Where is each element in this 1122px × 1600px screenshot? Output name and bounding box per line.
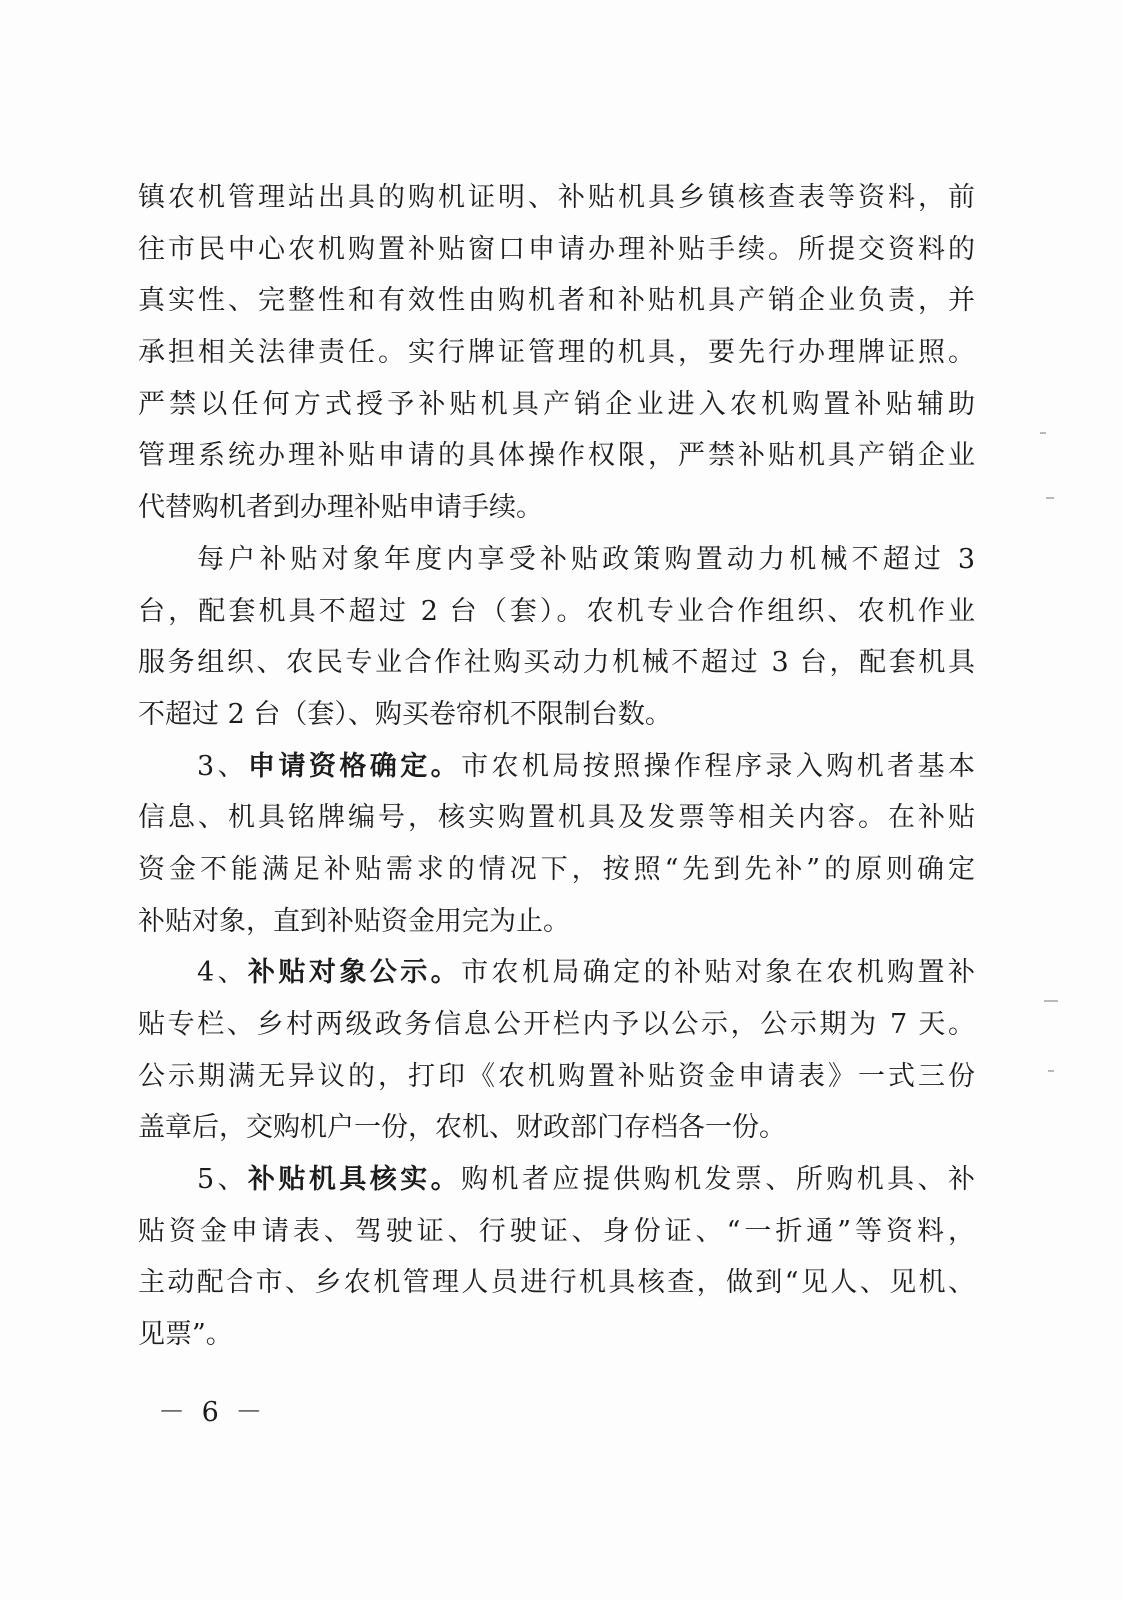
scan-speck (1046, 497, 1054, 499)
item-text: 购机者应提供购机发票、所购机具、补 (461, 1164, 975, 1196)
text-line: 贴专栏、乡村两级政务信息公开栏内予以公示，公示期为 7 天。 (138, 1009, 975, 1040)
text-line: 服务组织、农民专业合作社购买动力机械不超过 3 台，配套机具 (138, 647, 975, 679)
text-line: 管理系统办理补贴申请的具体操作权限，严禁补贴机具产销企业 (138, 440, 975, 472)
scan-speck (1048, 1070, 1054, 1072)
item-text: 市农机局按照操作程序录入购机者基本 (461, 750, 975, 782)
text-line: 台，配套机具不超过 2 台（套）。农机专业合作组织、农机作业 (138, 595, 975, 627)
text-line: 每户补贴对象年度内享受补贴政策购置动力机械不超过 3 (197, 543, 975, 575)
document-body (138, 172, 975, 1361)
text-line: 往市民中心农机购置补贴窗口申请办理补贴手续。所提交资料的 (138, 233, 975, 265)
text-line: 代替购机者到办理补贴申请手续。 (138, 492, 543, 524)
item-heading: 补贴对象公示。 (248, 957, 462, 989)
item-number: 3、 (197, 750, 249, 782)
item-first-line (138, 1154, 975, 1206)
text-line: 信息、机具铭牌编号，核实购置机具及发票等相关内容。在补贴 (138, 802, 975, 834)
item-first-line (138, 741, 975, 793)
scan-speck (1044, 1000, 1058, 1002)
item-number: 5、 (197, 1164, 249, 1196)
text-line: 补贴对象，直到补贴资金用完为止。 (138, 905, 570, 937)
text-line: 资金不能满足补贴需求的情况下，按照“先到先补”的原则确定 (138, 853, 975, 885)
text-line: 不超过 2 台（套）、购买卷帘机不限制台数。 (138, 698, 672, 730)
scan-speck (1040, 432, 1046, 434)
item-heading: 申请资格确定。 (248, 750, 462, 782)
text-line: 贴资金申请表、驾驶证、行驶证、身份证、“一折通”等资料， (138, 1215, 975, 1247)
text-line: 盖章后，交购机户一份，农机、财政部门存档各一份。 (138, 1112, 786, 1144)
text-line: 镇农机管理站出具的购机证明、补贴机具乡镇核查表等资料，前 (138, 182, 975, 213)
item-heading: 补贴机具核实。 (248, 1164, 462, 1196)
text-line: 真实性、完整性和有效性由购机者和补贴机具产销企业负责，并 (138, 285, 975, 317)
text-line: 公示期满无异议的，打印《农机购置补贴资金申请表》一式三份 (138, 1060, 975, 1092)
text-line: 见票”。 (138, 1319, 233, 1351)
page-number: － 6 － (158, 1397, 267, 1428)
text-line: 严禁以任何方式授予补贴机具产销企业进入农机购置补贴辅助 (138, 388, 975, 420)
item-number: 4、 (197, 957, 249, 989)
text-line: 主动配合市、乡农机管理人员进行机具核查，做到“见人、见机、 (138, 1267, 975, 1299)
item-first-line (138, 947, 975, 999)
item-text: 市农机局确定的补贴对象在农机购置补 (461, 957, 975, 989)
text-line: 承担相关法律责任。实行牌证管理的机具，要先行办理牌证照。 (138, 337, 975, 369)
